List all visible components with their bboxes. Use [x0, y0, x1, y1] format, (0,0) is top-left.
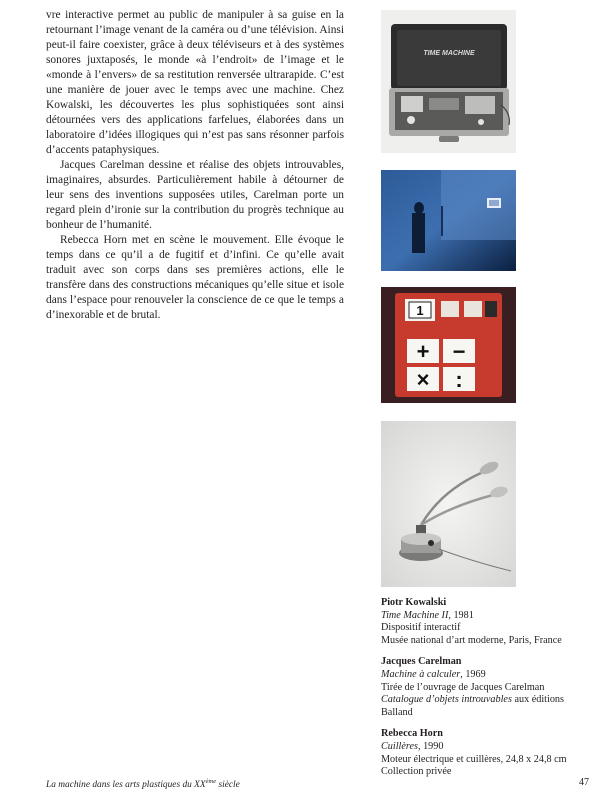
display-digit: 1 — [416, 303, 424, 318]
minus-key: − — [452, 339, 466, 364]
plus-key: + — [416, 339, 430, 364]
times-key: × — [416, 367, 430, 392]
body-text-column — [46, 8, 344, 323]
caption-year: , 1969 — [460, 668, 486, 680]
caption-medium: Moteur électrique et cuillères, 24,8 x 24,8 cm — [381, 753, 567, 765]
running-footer: La machine dans les arts plastiques du XXème siècle — [46, 778, 240, 791]
caption-artist: Rebecca Horn — [381, 728, 443, 740]
caption-artist: Piotr Kowalski — [381, 597, 447, 608]
photo-projection — [381, 170, 516, 271]
caption-book-title: Catalogue d’objets introuvables — [381, 694, 512, 706]
caption-title: Cuillères — [381, 740, 418, 752]
photo-time-machine — [381, 10, 516, 153]
caption-source: Tirée de l’ouvrage de Jacques Carelman — [381, 681, 545, 693]
caption-title: Machine à calculer — [381, 668, 461, 680]
caption-title: Time Machine II — [381, 609, 449, 621]
figure-captions — [381, 597, 591, 788]
paragraph-kowalski: vre interactive permet au public de manipuler à sa guise en la retournant l’image venant de la caméra ou d’une télévision. Ainsi peut-il faire coexister, grâce à deux téléviseurs et à des systèmes sonores juxtaposés, le monde «à l’endroit» de l’image et le «monde à l’envers» de sa restitution renversée ultrarapide. C’est une manière de jouer avec le temps avec une machine. Chez Kowalski, les découvertes les plus sophistiquées sont ainsi détournées vers des applications farfelues, élaborées dans un laboratoire d’idées illogiques qui n’est pas sans résonner parfois d’accents pataphysiques. — [46, 9, 344, 156]
caption-medium: Dispositif interactif — [381, 622, 461, 634]
caption-year: , 1981 — [448, 609, 474, 621]
caption-horn — [381, 728, 591, 778]
paragraph-horn: Rebecca Horn met en scène le mouvement. Elle évoque le temps dans ce qu’il a de fugitif et d’infini. Ce qu’elle avait traduit avec son corps dans ses premières actions, elle le transfère dans des constructions mécaniques qu’elle situe et isole dans l’espace pour renouveler la conscience de ce que le temps a d’inexorable et de brutal. — [46, 234, 344, 321]
caption-collection: Musée national d’art moderne, Paris, France — [381, 634, 562, 646]
divide-key: : — [455, 367, 463, 392]
caption-collection: Collection privée — [381, 766, 452, 778]
caption-carelman — [381, 656, 591, 719]
caption-publisher: aux éditions Balland — [381, 694, 564, 718]
paragraph-carelman: Jacques Carelman dessine et réalise des objets introuvables, imaginaires, absurdes. Particulièrement habile à détourner de leur sens des inventions supposées utiles, Carelman porte un regard plein d’ironie sur la contribution du progrès technique au bonheur de l’humanité. — [46, 159, 344, 231]
time-machine-label: TIME MACHINE — [423, 50, 475, 57]
caption-kowalski — [381, 597, 591, 647]
page-number: 47 — [579, 777, 589, 788]
caption-artist: Jacques Carelman — [381, 656, 462, 668]
caption-year: , 1990 — [417, 740, 444, 752]
photo-spoons — [381, 421, 516, 587]
photo-calculator — [381, 287, 516, 403]
